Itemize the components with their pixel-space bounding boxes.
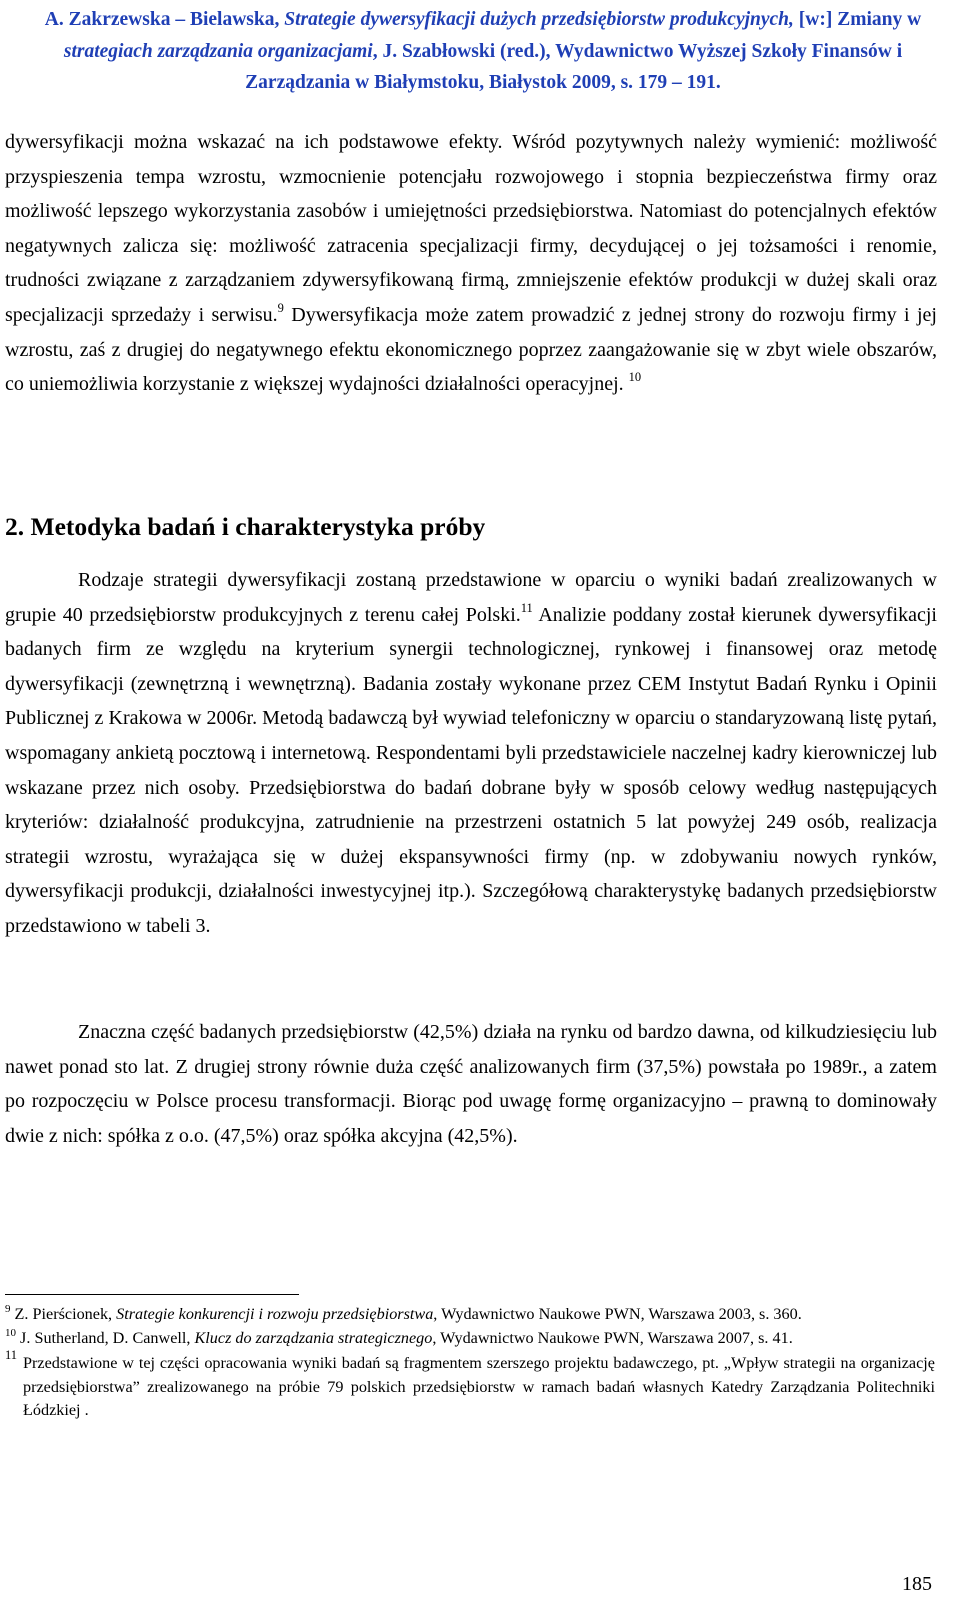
citation-authors: A. Zakrzewska – Bielawska, [44,9,285,30]
paragraph-methodology [5,563,937,944]
citation-book-title: strategiach zarządzania organizacjami [63,40,373,62]
citation-line-3: Zarządzania w Białymstoku, Białystok 2009, s. 179 – 191. [245,72,721,93]
footnote-9 [5,1303,935,1327]
footnote-10 [5,1327,935,1351]
footnote-ref-9[interactable]: 9 [277,300,284,315]
footnote-title: Strategie konkurencji i rozwoju przedsiębiorstwa [116,1305,434,1323]
citation-header [28,4,938,99]
paragraph-body: Znaczna część badanych przedsiębiorstw (42,5%) działa na rynku od bardzo dawna, od kilkudziesięciu lub nawet ponad sto lat. Z drugiej strony równie duża część analizowanych firm (37,5%) powstała po 1989r., a zatem po rozpoczęciu w Polsce procesu transformacji. Biorąc pod uwagę formę organizacyjno – prawną to dominowały dwie z nich: spółka z o.o. (47,5%) oraz spółka akcyjna (42,5%). [5,1021,937,1147]
paragraph-text: Rodzaje strategii dywersyfikacji zostaną przedstawione w oparciu o wyniki badań zrealizowanych w grupie 40 przedsiębiorstw produkcyjnych z terenu całej Polski. [5,569,937,626]
footnote-number: 10 [5,1326,16,1339]
paragraph-sample [5,1015,937,1153]
paragraph-text: Analizie poddany został kierunek dywersyfikacji badanych firm ze względu na kryterium synergii technologicznej, rynkowej i finansowej oraz metodę dywersyfikacji (zewnętrzną i wewnętrzną). Badania zostały wykonane przez CEM Instytut Badań Rynku i Opinii Publicznej z Krakowa w 2006r. Metodą badawczą był wywiad telefoniczny w oparciu o standaryzowaną listę pytań, wspomagany ankietą pocztową i internetową. Respondentami byli przedstawiciele naczelnej kadry kierowniczej lub wskazane przez nich osoby. Przedsiębiorstwa do badań dobrane były w sposób celowy według następujących kryteriów: działalność produkcyjna, zatrudnienie na przestrzeni ostatnich 5 lat powyżej 249 osób, realizacja strategii wzrostu, wyrażająca się w dużej ekspansywności firmy (np. w zdobywaniu nowych rynków, dywersyfikacji produkcji, działalności inwestycyjnej itp.). Szczegółową charakterystykę badanych przedsiębiorstw przedstawiono w tabeli 3. [5,603,937,937]
paragraph-effects [5,125,937,402]
footnote-number: 11 [5,1348,18,1363]
citation-line-1 [28,4,938,36]
footnote-author: J. Sutherland, D. Canwell, [16,1328,195,1347]
footnote-publisher: , Wydawnictwo Naukowe PWN, Warszawa 2003, s. 360. [433,1305,802,1323]
footnote-title: Klucz do zarządzania strategicznego [194,1328,433,1347]
footnotes [5,1303,935,1423]
citation-line-2 [28,36,938,68]
footnote-author: Z. Pierścionek, [10,1305,117,1323]
footnote-publisher: , Wydawnictwo Naukowe PWN, Warszawa 2007, s. 41. [432,1328,793,1347]
paragraph-text: Dywersyfikacja może zatem prowadzić z jednej strony do rozwoju firmy i jej wzrostu, zaś z drugiej do negatywnego efektu ekonomicznego poprzez zaangażowanie się w zbyt wiele obszarów, co uniemożliwia korzystanie z większej wydajności działalności operacyjnej. [5,303,937,396]
paragraph-body [5,563,937,944]
citation-title: Strategie dywersyfikacji dużych przedsiębiorstw produkcyjnych, [284,9,794,30]
footnote-11 [5,1348,935,1423]
paragraph-text: dywersyfikacji można wskazać na ich podstawowe efekty. Wśród pozytywnych należy wymienić: możliwość przyspieszenia tempa wzrostu, wzmocnienie potencjału rozwojowego i stopnia bezpieczeństwa firmy oraz możliwość lepszego wykorzystania zasobów i umiejętności przedsiębiorstwa. Natomiast do potencjalnych efektów negatywnych zalicza się: możliwość zatracenia specjalizacji firmy, decydującej o jej tożsamości i renomie, trudności związane z zarządzaniem zdywersyfikowaną firmą, zmniejszenie efektów produkcji w dużej skali oraz specjalizacji sprzedaży i serwisu. [5,131,937,326]
footnote-text: Przedstawione w tej części opracowania wyniki badań są fragmentem szerszego projektu badawczego, pt. „Wpływ strategii na organizację przedsiębiorstwa” zrealizowanego na próbie 79 polskich przedsiębiorstw w ramach badań własnych Katedry Zarządzania Politechniki Łódzkiej . [23,1354,935,1420]
footnote-number: 9 [5,1303,11,1315]
footnote-separator [5,1294,299,1295]
footnote-ref-11[interactable]: 11 [520,600,533,615]
citation-publisher: , J. Szabłowski (red.), Wydawnictwo Wyższej Szkoły Finansów i [372,40,903,62]
section-heading: 2. Metodyka badań i charakterystyka próby [5,512,486,541]
page-number: 185 [902,1573,932,1595]
footnote-ref-10[interactable]: 10 [628,370,642,385]
citation-in: [w:] Zmiany w [793,9,922,30]
